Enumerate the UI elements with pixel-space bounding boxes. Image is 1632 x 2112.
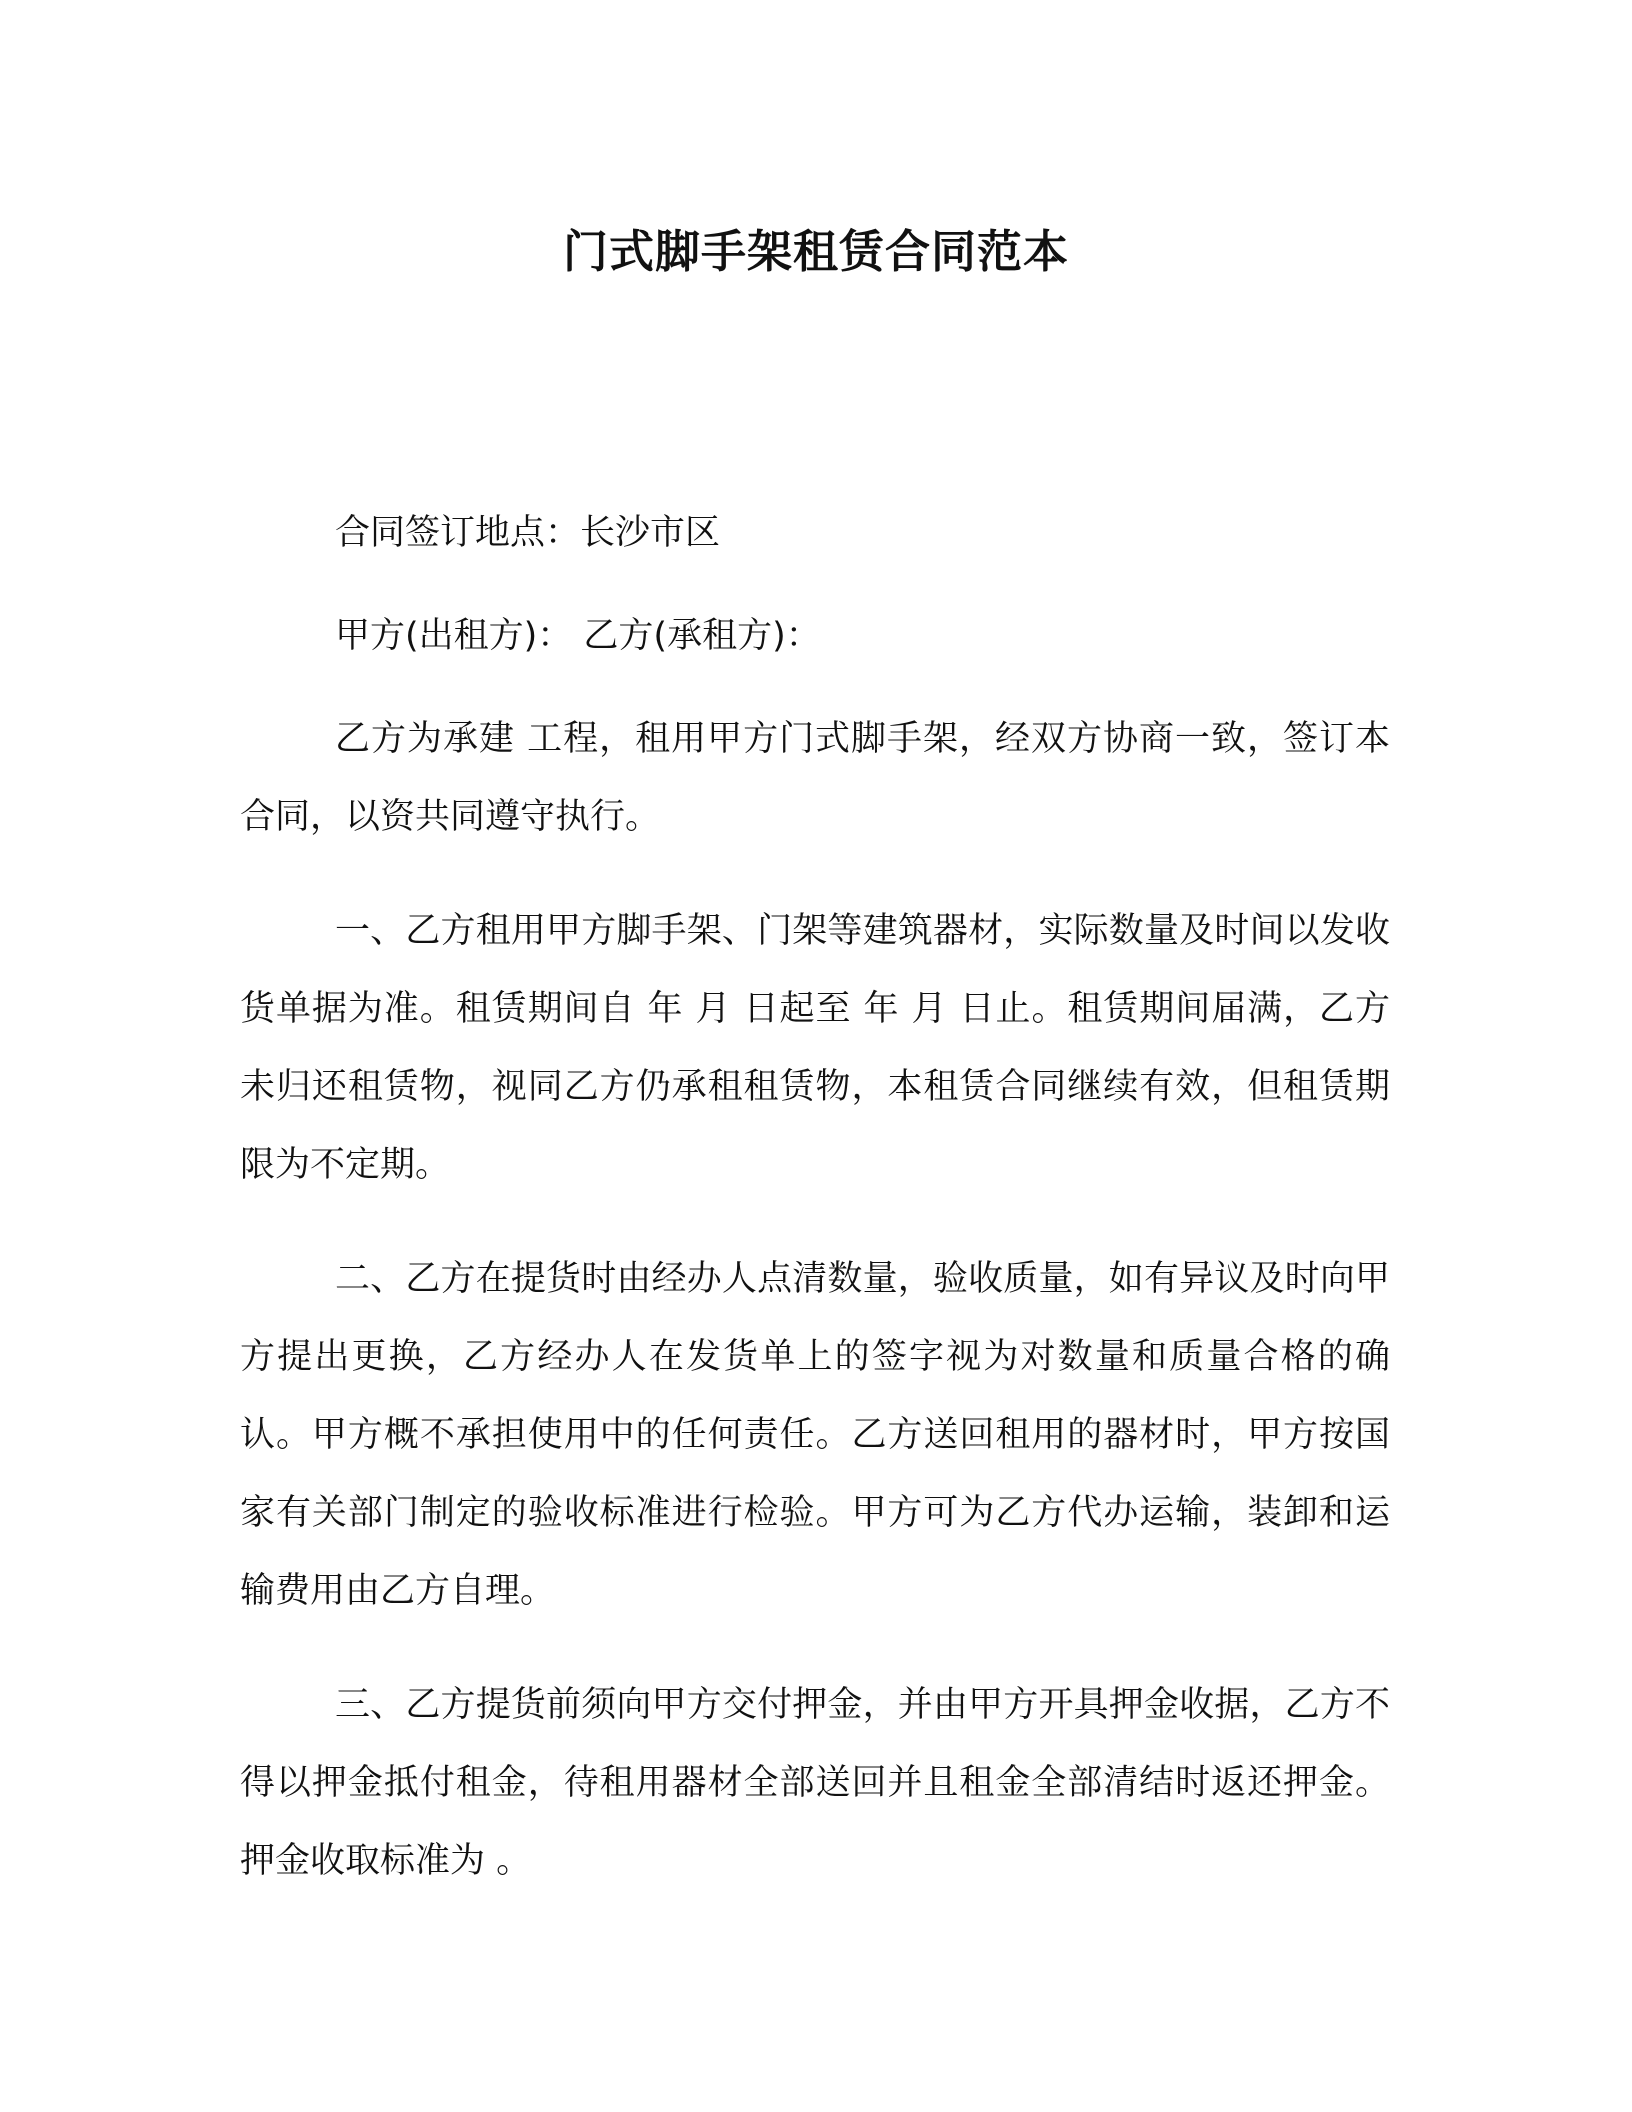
document-title: 门式脚手架租赁合同范本 — [562, 225, 1069, 278]
paragraph-clause-1: 一、乙方租用甲方脚手架、门架等建筑器材，实际数量及时间以发收货单据为准。租赁期间自 年 月 日起至 年 月 日止。租赁期间届满，乙方未归还租赁物，视同乙方仍承租租赁物，本租赁合同继续有效，但租赁期限为不定期。 — [240, 911, 1390, 1185]
paragraph-parties: 甲方(出租方)： 乙方(承租方)： — [335, 616, 821, 656]
paragraph-signing-place: 合同签订地点：长沙市区 — [335, 513, 721, 553]
paragraph-clause-2: 二、乙方在提货时由经办人点清数量，验收质量，如有异议及时向甲方提出更换，乙方经办人在发货单上的签字视为对数量和质量合格的确认。甲方概不承担使用中的任何责任。乙方送回租用的器材时，甲方按国家有关部门制定的验收标准进行检验。甲方可为乙方代办运输，装卸和运输费用由乙方自理。 — [240, 1259, 1390, 1611]
paragraph-clause-3: 三、乙方提货前须向甲方交付押金，并由甲方开具押金收据，乙方不得以押金抵付租金，待租用器材全部送回并且租金全部清结时返还押金。押金收取标准为 。 — [240, 1685, 1390, 1881]
document-body — [240, 494, 1390, 1936]
paragraph-preamble: 乙方为承建 工程，租用甲方门式脚手架，经双方协商一致，签订本合同，以资共同遵守执行。 — [240, 719, 1390, 837]
